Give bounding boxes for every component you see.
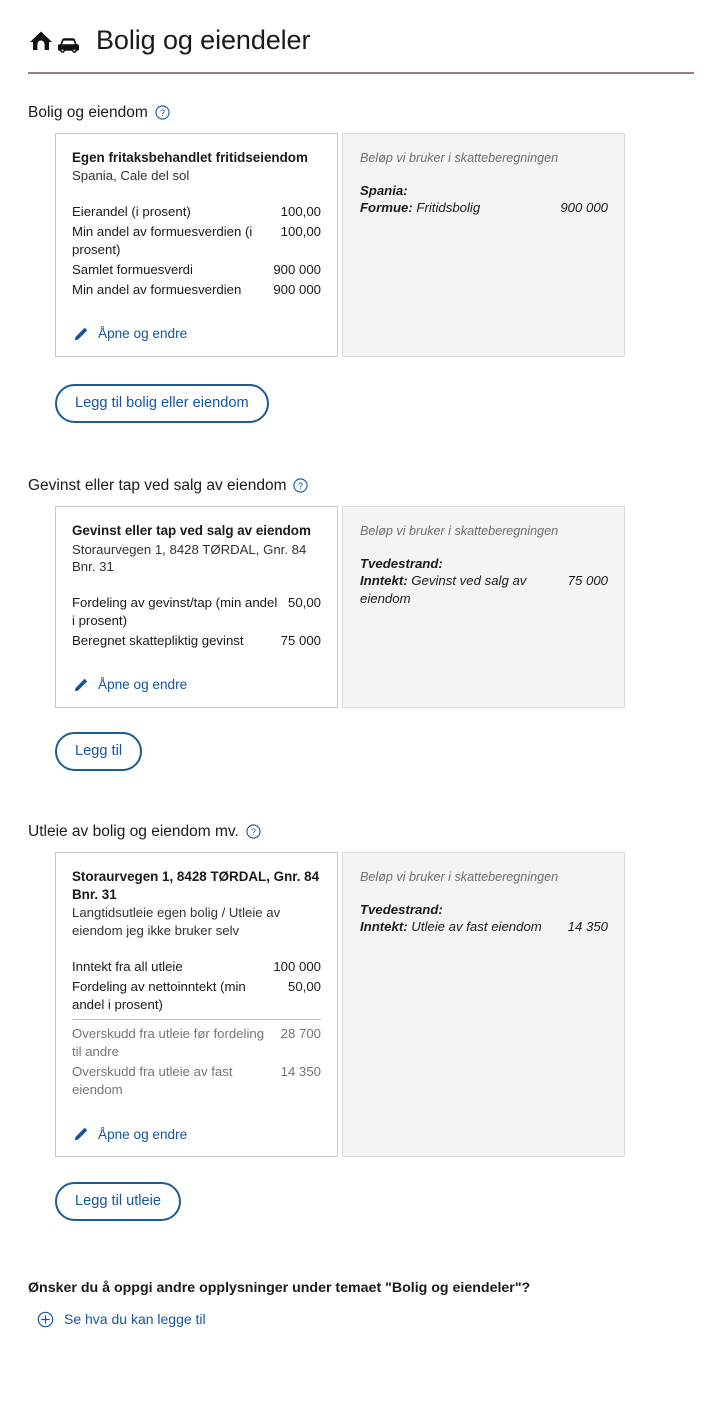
summary-caption: Beløp vi bruker i skatteberegningen bbox=[360, 869, 559, 884]
summary-line bbox=[360, 918, 608, 936]
row-value: 50,00 bbox=[287, 594, 321, 610]
row-label: Min andel av formuesverdien (i prosent) bbox=[72, 224, 253, 257]
svg-text:?: ? bbox=[250, 827, 256, 838]
see-more-link[interactable] bbox=[28, 1311, 694, 1328]
card-row bbox=[55, 506, 694, 708]
page-title: Bolig og eiendeler bbox=[96, 25, 311, 55]
summary-line-kind: Inntekt: bbox=[360, 573, 408, 589]
section-bolig-og-eiendom bbox=[28, 104, 694, 423]
card-row bbox=[55, 852, 694, 1157]
pencil-icon bbox=[73, 677, 89, 693]
add-button-wrap bbox=[55, 732, 694, 771]
table-row bbox=[72, 593, 321, 631]
summary-place: Tvedestrand: bbox=[360, 556, 443, 572]
summary-line bbox=[360, 572, 608, 608]
header-icon-group bbox=[28, 28, 80, 54]
add-button-wrap bbox=[55, 384, 694, 423]
row-label: Overskudd fra utleie av fast eiendom bbox=[72, 1064, 233, 1098]
row-value: 14 350 bbox=[280, 1064, 321, 1080]
section-heading bbox=[28, 104, 694, 122]
add-button-wrap bbox=[55, 1182, 694, 1221]
summary-line-desc: Utleie av fast eiendom bbox=[411, 919, 542, 935]
asset-card-rows bbox=[72, 593, 321, 651]
edit-link-label: Åpne og endre bbox=[98, 677, 188, 693]
row-label: Beregnet skattepliktig gevinst bbox=[72, 632, 244, 648]
help-circle-icon[interactable] bbox=[293, 478, 308, 493]
table-row bbox=[72, 222, 321, 260]
card-row bbox=[55, 133, 694, 357]
page-header bbox=[0, 0, 722, 56]
see-more-link-label: Se hva du kan legge til bbox=[64, 1311, 206, 1328]
table-row bbox=[72, 280, 321, 300]
asset-card-rows bbox=[72, 202, 321, 300]
summary-line bbox=[360, 199, 608, 217]
summary-amount: 75 000 bbox=[567, 573, 608, 589]
svg-text:?: ? bbox=[298, 481, 304, 492]
table-row bbox=[72, 260, 321, 280]
asset-card-title: Egen fritaksbehandlet fritidseiendom bbox=[72, 149, 308, 165]
row-label: Overskudd fra utleie før fordeling til andre bbox=[72, 1026, 265, 1060]
help-circle-icon[interactable] bbox=[246, 824, 261, 839]
summary-amount: 14 350 bbox=[567, 919, 608, 935]
row-value: 75 000 bbox=[280, 632, 321, 648]
svg-text:?: ? bbox=[159, 108, 165, 119]
summary-line-desc: Fritidsbolig bbox=[416, 200, 481, 216]
section-gevinst-eller-tap bbox=[28, 477, 694, 771]
section-heading bbox=[28, 823, 694, 841]
asset-card-rows bbox=[72, 957, 321, 1101]
plus-circle-icon bbox=[37, 1311, 54, 1328]
row-value: 28 700 bbox=[280, 1026, 321, 1042]
summary-place: Tvedestrand: bbox=[360, 902, 443, 918]
edit-link-label: Åpne og endre bbox=[98, 1126, 188, 1142]
page-content bbox=[0, 104, 722, 1328]
summary-line-kind: Inntekt: bbox=[360, 919, 408, 935]
table-row bbox=[72, 977, 321, 1015]
asset-card-title: Storaurvegen 1, 8428 TØRDAL, Gnr. 84 Bnr. 31 bbox=[72, 868, 320, 902]
pencil-icon bbox=[73, 326, 89, 342]
row-value: 100,00 bbox=[280, 224, 321, 240]
table-row bbox=[72, 631, 321, 651]
table-row bbox=[72, 1062, 321, 1100]
row-label: Samlet formuesverdi bbox=[72, 261, 193, 277]
table-row bbox=[72, 1024, 321, 1062]
card-spacer bbox=[72, 651, 321, 667]
add-bolig-eiendom-button[interactable]: Legg til bolig eller eiendom bbox=[55, 384, 269, 423]
asset-card-subtitle: Storaurvegen 1, 8428 TØRDAL, Gnr. 84 Bnr. 31 bbox=[72, 541, 307, 575]
table-row bbox=[72, 202, 321, 222]
row-value: 100,00 bbox=[280, 204, 321, 220]
row-value: 900 000 bbox=[273, 261, 321, 277]
summary-line-desc: Gevinst ved salg av eiendom bbox=[360, 573, 527, 607]
row-label: Min andel av formuesverdien bbox=[72, 281, 242, 297]
table-row bbox=[72, 957, 321, 977]
summary-caption: Beløp vi bruker i skatteberegningen bbox=[360, 523, 559, 538]
help-circle-icon[interactable] bbox=[155, 105, 170, 120]
edit-link[interactable] bbox=[72, 1116, 321, 1156]
edit-link[interactable] bbox=[72, 316, 321, 356]
house-icon bbox=[28, 28, 54, 54]
row-label: Eierandel (i prosent) bbox=[72, 204, 191, 220]
summary-card bbox=[342, 133, 625, 357]
asset-card bbox=[55, 506, 338, 708]
footer-section bbox=[28, 1279, 694, 1327]
section-heading-label: Gevinst eller tap ved salg av eiendom bbox=[28, 476, 287, 494]
section-heading-label: Utleie av bolig og eiendom mv. bbox=[28, 822, 239, 840]
summary-card bbox=[342, 852, 625, 1157]
section-utleie-av-bolig bbox=[28, 823, 694, 1221]
summary-line-label bbox=[360, 918, 558, 936]
row-label: Fordeling av nettoinntekt (min andel i prosent) bbox=[72, 978, 246, 1012]
edit-link-label: Åpne og endre bbox=[98, 326, 188, 342]
card-spacer bbox=[72, 1100, 321, 1116]
summary-caption: Beløp vi bruker i skatteberegningen bbox=[360, 150, 559, 165]
edit-link[interactable] bbox=[72, 667, 321, 707]
section-heading-label: Bolig og eiendom bbox=[28, 103, 148, 121]
add-gevinst-button[interactable]: Legg til bbox=[55, 732, 142, 771]
pencil-icon bbox=[73, 1126, 89, 1142]
add-utleie-button[interactable]: Legg til utleie bbox=[55, 1182, 181, 1221]
asset-card-subtitle: Langtidsutleie egen bolig / Utleie av eiendom jeg ikke bruker selv bbox=[72, 905, 281, 938]
summary-amount: 900 000 bbox=[560, 200, 608, 216]
header-divider bbox=[28, 72, 694, 74]
summary-card bbox=[342, 506, 625, 708]
asset-card bbox=[55, 133, 338, 357]
section-heading bbox=[28, 477, 694, 495]
row-value: 100 000 bbox=[273, 958, 321, 974]
row-value: 50,00 bbox=[287, 978, 321, 994]
row-value: 900 000 bbox=[273, 281, 321, 297]
asset-card-subtitle: Spania, Cale del sol bbox=[72, 168, 190, 184]
asset-card-title: Gevinst eller tap ved salg av eiendom bbox=[72, 522, 311, 538]
row-label: Inntekt fra all utleie bbox=[72, 958, 183, 974]
footer-question: Ønsker du å oppgi andre opplysninger under temaet "Bolig og eiendeler"? bbox=[28, 1280, 531, 1297]
car-icon bbox=[57, 36, 80, 54]
rows-divider bbox=[72, 1019, 321, 1020]
summary-place: Spania: bbox=[360, 183, 408, 199]
summary-line-kind: Formue: bbox=[360, 200, 413, 216]
asset-card bbox=[55, 852, 338, 1157]
summary-line-label bbox=[360, 199, 550, 217]
card-spacer bbox=[72, 300, 321, 316]
row-label: Fordeling av gevinst/tap (min andel i prosent) bbox=[72, 594, 278, 628]
summary-line-label bbox=[360, 572, 558, 608]
